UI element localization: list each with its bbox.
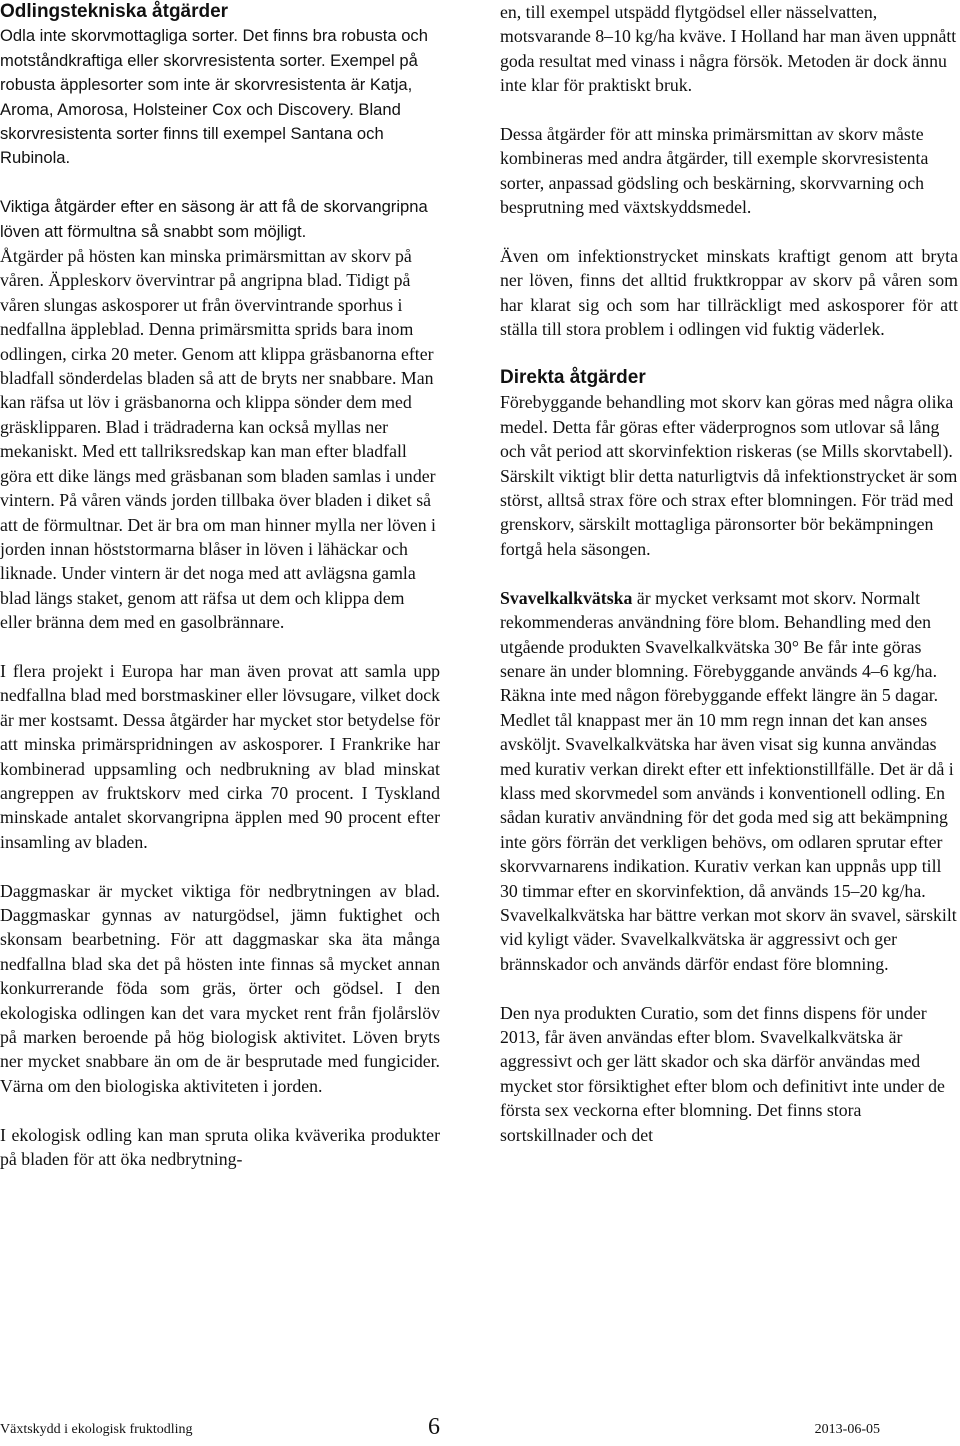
page-footer: [0, 1414, 960, 1446]
paragraph-nitrogen-spray: I ekologisk odling kan man spruta olika kväverika produkter på bladen för att öka nedbrytning-: [0, 1124, 440, 1170]
left-column: [0, 0, 440, 1171]
footer-date: 2013-06-05: [814, 1422, 880, 1437]
page-number: 6: [428, 1414, 440, 1440]
paragraph-europe-projects: I flera projekt i Europa har man även provat att samla upp nedfallna blad med borstmaskiner eller lövsugare, vilket dock är mer kostsamt. Dessa åtgärder har mycket stor betydelse för att minska primärspridningen av askosporer. I Frankrike har kombinerad uppsamling och nedbrukning av blad minskat angreppen av fruktskorv med cirka 70 procent. I Tyskland minskade antalet skorvangripna äpplen med 90 procent efter insamling av bladen.: [0, 660, 440, 852]
paragraph-curatio: Den nya produkten Curatio, som det finns dispens för under 2013, får även användas efter blom. Svavelkalkvätska är aggressivt och ger lätt skador och ska därför användas med mycket stor försiktighet efter blom och definitivt inte under de första sex veckorna efter blomning. Det finns stora sortskillnader och det: [500, 1002, 945, 1145]
lime-sulphur-text: är mycket verksamt mot skorv. Normalt rekommenderas användning före blom. Behandling med den utgående produkten Svavelkalkvätska 30° Be får inte göras senare än under blomning. Förebyggande används 4–6 kg/ha. Räkna inte med någon förebyggande effekt längre än 5 dagar. Medlet tål knappast mer än 10 mm regn innan det kan anses avsköljt. Svavelkalkvätska har även visat sig kunna användas med kurativ verkan direkt efter ett infektionstillfälle. Det är då i klass med skorvmedel som används i konventionell odling. En sådan kurativ användning för det goda med sig att bekämpning inte görs förrän det verkligen behövs, om odlaren sprutar efter skorvvarnarens indikation. Kurativ verkan kan uppnås upp till 30 timmar efter en skorvinfektion, då används 15–20 kg/ha. Svavelkalkvätska har bättre verkan mot skorv än svavel, särskilt vid kyligt väder. Svavelkalkvätska är aggressivt och ger brännskador och används därför endast före blomning.: [500, 587, 957, 974]
paragraph-earthworms: Daggmaskar är mycket viktiga för nedbrytningen av blad. Daggmaskar gynnas av naturgödsel, jämn fuktighet och skonsam bearbetning. För att daggmaskar ska äta många nedfallna blad ska det på hösten inte finnas så mycket annan konkurrerande föda som gräs, örter och gödsel. I den ekologiska odlingen kan det vara mycket rent från fjolårslöv på marken beroende på hög biologisk aktivitet. Löven bryts ner mycket snabbare än om de är besprutade med fungicider. Värna om den biologiska aktiviteten i jorden.: [0, 880, 440, 1096]
paragraph-important-measures: Viktiga åtgärder efter en säsong är att få de skorvangripna löven att förmultna så snabbt som möjligt.: [0, 197, 428, 241]
paragraph-continuation: en, till exempel utspädd flytgödsel eller nässelvatten, motsvarande 8–10 kg/ha kväve. I Holland har man även uppnått goda resultat med vinass i några försök. Metoden är dock ännu inte klar för praktiskt bruk.: [500, 2, 957, 96]
section-heading-direkta: Direkta åtgärder: [500, 367, 646, 389]
paragraph-preventive: Förebyggande behandling mot skorv kan göras med några olika medel. Detta får göras efter väderprognos som utlovar så lång och våt period att skorvinfektion riskeras (se Mills skorvtabell). Särskilt viktigt blir detta naturligtvis då infektionstrycket är som störst, alltså strax före och strax efter blomningen. För träd med grenskorv, särskilt mottagliga päronsorter bör bekämpningen fortgå hela säsongen.: [500, 392, 958, 559]
right-column: [500, 0, 958, 1147]
footer-title: Växtskydd i ekologisk fruktodling: [0, 1422, 193, 1437]
lime-sulphur-term: Svavelkalkvätska: [500, 587, 633, 608]
paragraph-infection-pressure: Även om infektionstrycket minskats kraftigt genom att bryta ner löven, finns det alltid fruktkroppar av skorv på våren som har klarat sig och som har tillräckligt med askosporer för att ställa till stora problem i odlingen vid fuktig väderlek.: [500, 246, 958, 340]
paragraph-combined-measures: Dessa åtgärder för att minska primärsmittan av skorv måste kombineras med andra åtgärder, till exemple skorvresistenta sorter, anpassad gödsling och beskärning, skorvvarning och besprutning med växtskyddsmedel.: [500, 124, 929, 218]
paragraph-autumn-measures: Åtgärder på hösten kan minska primärsmittan av skorv på våren. Äppleskorv övervintrar på angripna blad. Tidigt på våren slungas askosporer ut från övervintrande sporhus i nedfallna äppleblad. Denna primärsmitta sprids bara inom odlingen, cirka 20 meter. Genom att klippa gräsbanorna efter bladfall sönderdelas bladen så att de bryts ner snabbare. Man kan räfsa ut löv i gräsbanorna och klippa sönder dem med gräsklipparen. Blad i trädraderna kan också myllas ner mekaniskt. Med ett tallriksredskap kan man efter bladfall göra ett dike längs med gräsbanan som bladen samlas i under vintern. På våren vänds jorden tillbaka över bladen i diket så att de förmultnar. Det är bra om man hinner mylla ner löven i jorden innan höststormarna blåser in löven i lähäckar och liknade. Under vintern är det noga med att avlägsna gamla blad längs staket, genom att räfsa ut dem och klippa dem eller bränna dem med en gasolbrännare.: [0, 246, 436, 633]
paragraph-intro: Odla inte skorvmottagliga sorter. Det finns bra robusta och motståndkraftiga eller skorvresistenta sorter. Exempel på robusta äpplesorter som inte är skorvresistenta är Katja, Aroma, Amorosa, Holsteiner Cox och Discovery. Bland skorvresistenta sorter finns till exempel Santana och Rubinola.: [0, 26, 428, 168]
paragraph-lime-sulphur: [500, 586, 958, 977]
section-heading-odlingstekniska: Odlingstekniska åtgärder: [0, 1, 229, 22]
